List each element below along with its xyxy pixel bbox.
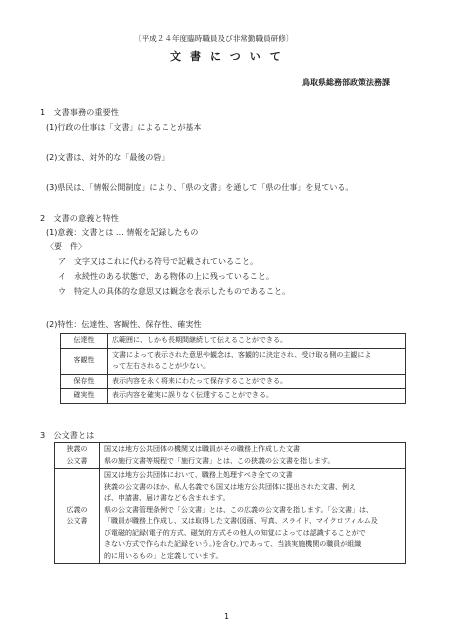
requirement-u: ウ 特定人の具体的な意思又は観念を表示したものであること。	[58, 287, 290, 296]
section-1-item-2: (2)文書は、対外的な「最後の砦」	[46, 153, 170, 162]
narrow-label: 狭義の 公文書	[55, 443, 100, 469]
trait-desc-transmission: 広範囲に、しかも長期間継続して伝えることができる。	[108, 334, 406, 349]
table-row	[55, 469, 406, 564]
broad-label: 広義の 公文書	[55, 469, 100, 564]
table-row	[61, 389, 406, 404]
page-title: 文書について	[170, 50, 290, 63]
section-3-heading: 3 公文書とは	[40, 430, 95, 440]
requirements-label: 〈要 件〉	[46, 242, 86, 251]
definition-line: (1)意義：文書とは … 情報を記録したもの	[46, 228, 199, 237]
section-1-item-3: (3)県民は、「情報公開制度」により、「県の文書」を通して「県の仕事」を見ている。	[46, 183, 354, 192]
traits-table	[60, 333, 406, 404]
department-name: 鳥取県総務部政策法務課	[302, 78, 390, 87]
trait-desc-objectivity: 文書によって表示された意思や観念は、客観的に決定され、受け取る側の主観によ って左右されることが少ない。	[108, 348, 406, 374]
trait-desc-preservation: 表示内容を永く将来にわたって保存することができる。	[108, 374, 406, 389]
page-number: 1	[224, 612, 230, 621]
trait-label-preservation: 保存性	[61, 374, 108, 389]
section-1-heading: 1 文書事務の重要性	[40, 107, 119, 117]
table-row	[61, 348, 406, 374]
trait-label-certainty: 確実性	[61, 389, 108, 404]
narrow-desc: 国又は地方公共団体の機関又は職員がその職務上作成した文書 県の施行文書等規程で「施行文書」とは、この狭義の公文書を指します。	[100, 443, 406, 469]
broad-desc: 国又は地方公共団体において、職務上処理すべき全ての文書 狭義の公文書のほか、私人名義でも国又は地方公共団体に提出された文書、例え ば、申請書、届け書なども含まれます。 県の公文書管理条例で「公文書」とは、この広義の公文書を指します。「公文書」は、 「職員が職務上作成し、又は取得した文書(図画、写真、スライド、マイクロフィルム及 び電磁的記録(電子的方式、磁気的方式その他人の知覚によっては認識することがで きない方式で作られた記録をいう。)を含む。)であって、当該実施機関の職員が組織 的に用いるもの」と定義しています。	[100, 469, 406, 564]
trait-desc-certainty: 表示内容を確実に誤りなく伝達することができる。	[108, 389, 406, 404]
requirement-a: ア 文字又はこれに代わる符号で記載されていること。	[58, 257, 258, 266]
requirement-i: イ 永続性のある状態で、ある物体の上に残っていること。	[58, 272, 274, 281]
traits-heading: (2)特性：伝達性、客観性、保存性、確実性	[46, 320, 202, 329]
section-2-heading: 2 文書の意義と特性	[40, 213, 119, 223]
trait-label-transmission: 伝達性	[61, 334, 108, 349]
training-subtitle: 〔平成２４年度臨時職員及び非常勤職員研修〕	[134, 34, 294, 43]
section-1-item-1: (1)行政の仕事は「文書」によることが基本	[46, 123, 202, 132]
trait-label-objectivity: 客観性	[61, 348, 108, 374]
table-row	[55, 443, 406, 469]
table-row	[61, 374, 406, 389]
public-document-table	[54, 442, 406, 564]
table-row	[61, 334, 406, 349]
